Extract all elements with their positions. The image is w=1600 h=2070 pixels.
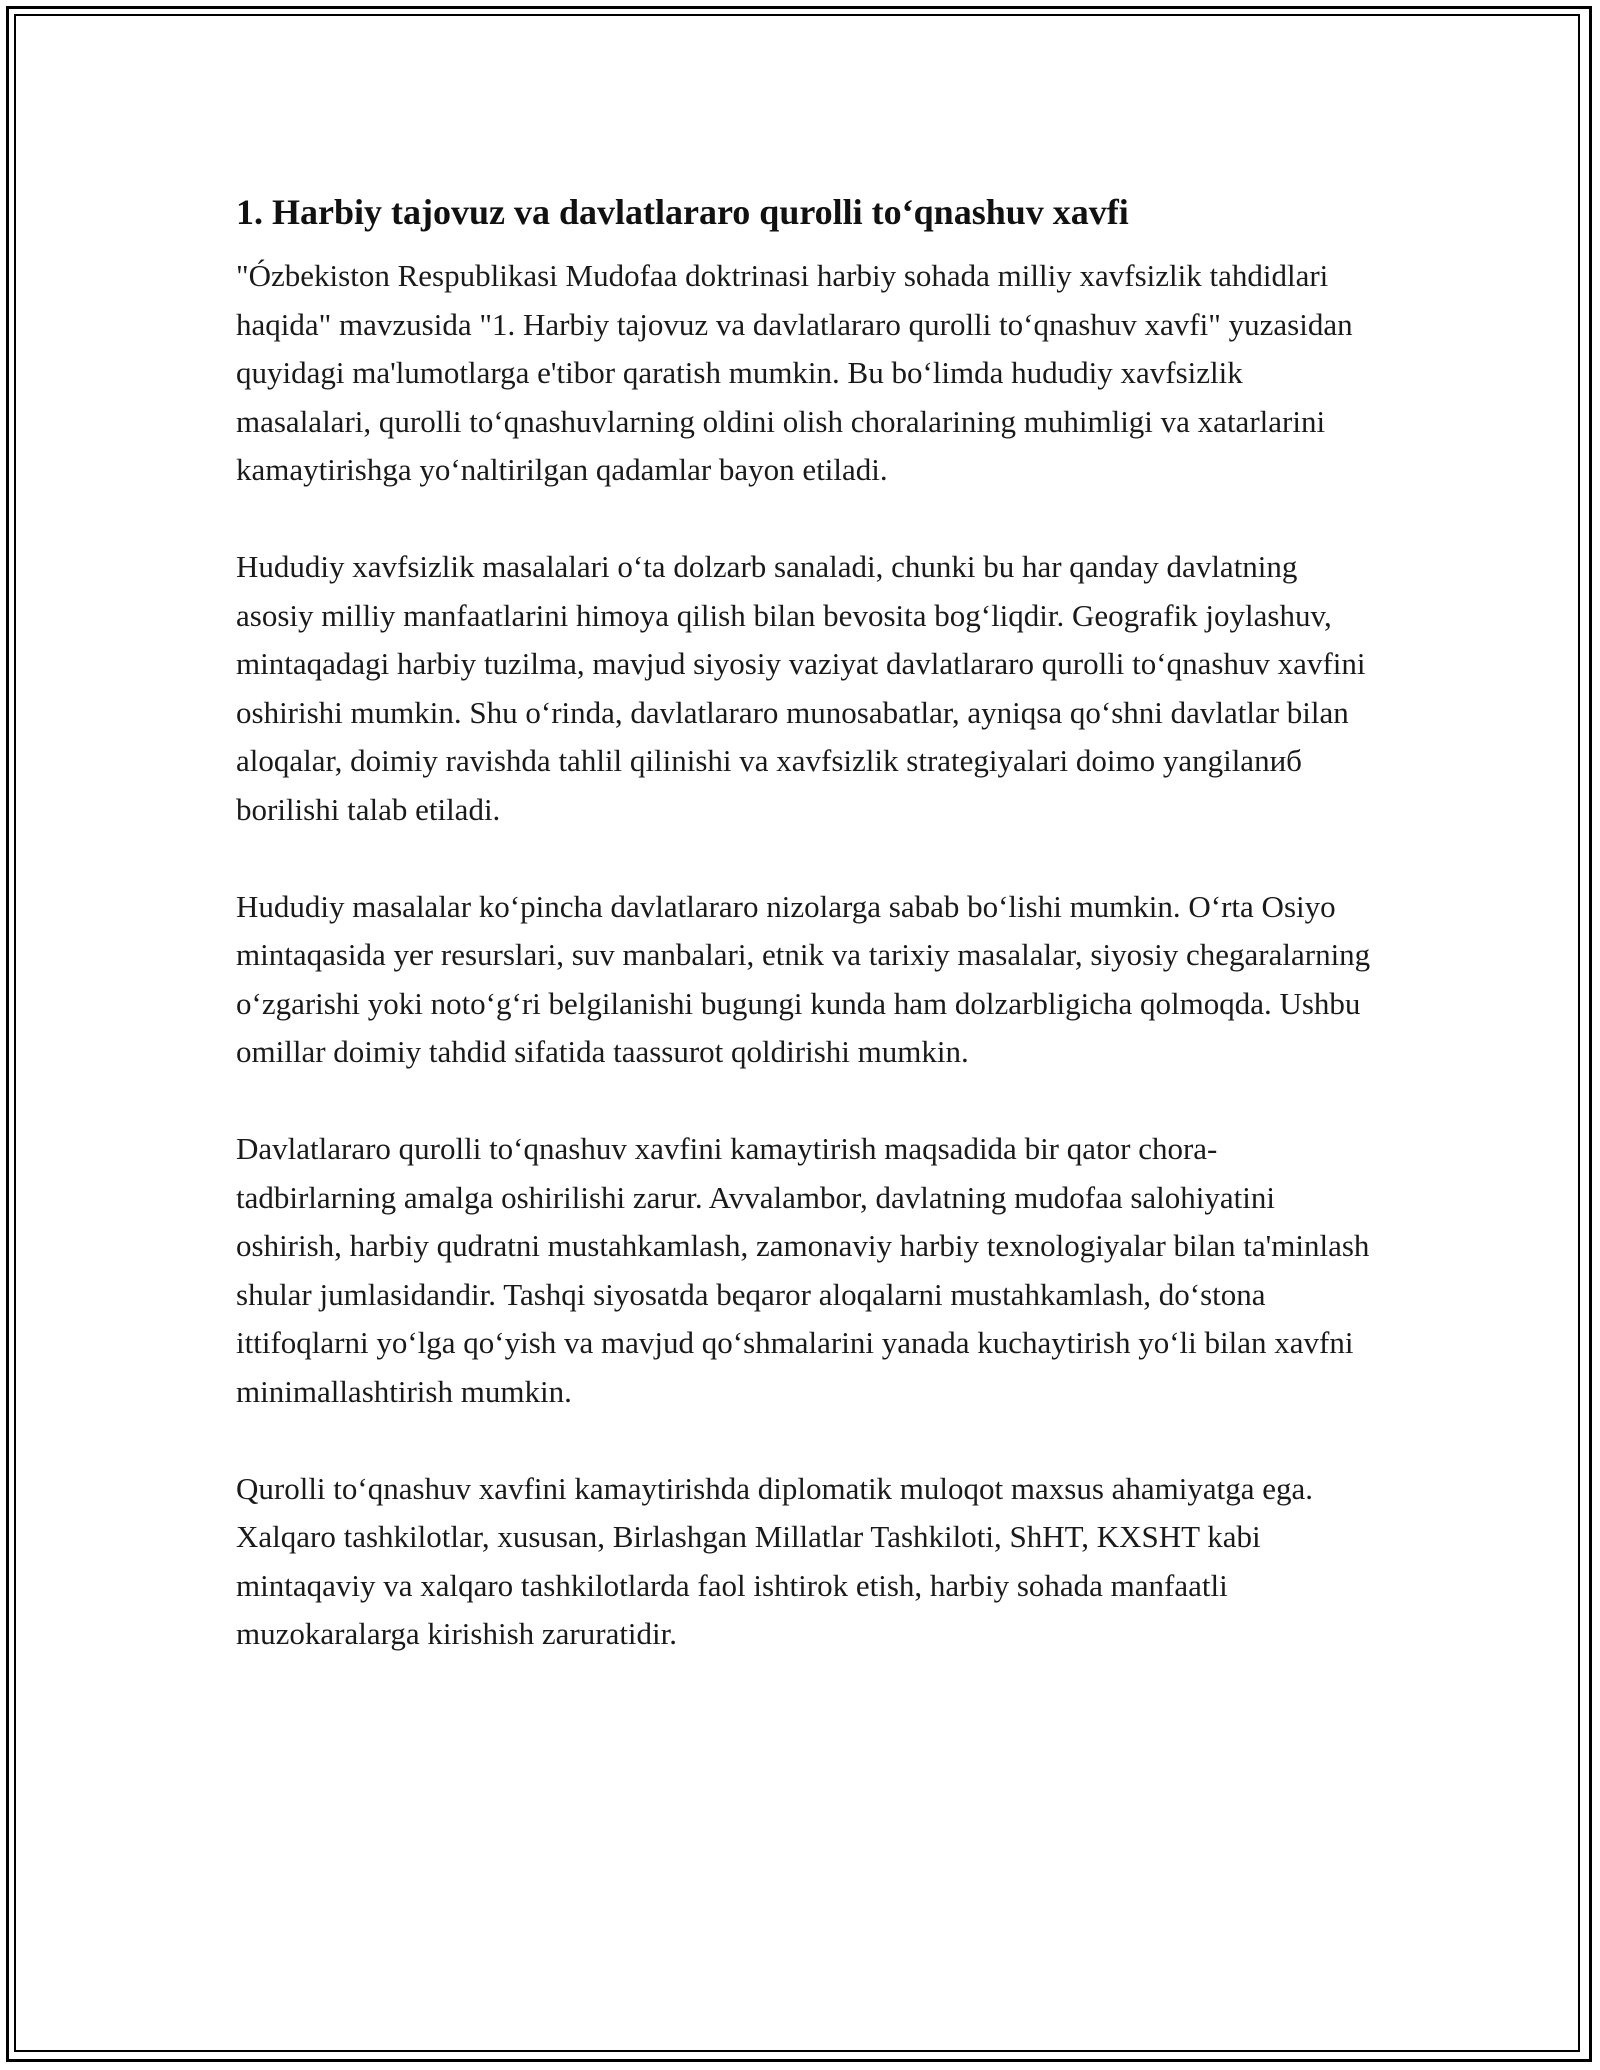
section-heading: 1. Harbiy tajovuz va davlatlararo qurolli to‘qnashuv xavfi (236, 192, 1129, 232)
document-body (236, 188, 1376, 1659)
paragraph-intro: "Ózbekiston Respublikasi Mudofaa doktrinasi harbiy sohada milliy xavfsizlik tahdidlari haqida" mavzusida "1. Harbiy tajovuz va davlatlararo qurolli to‘qnashuv xavfi" yuzasidan quyidagi ma'lumotlarga e'tibor qaratish mumkin. Bu bo‘limda hududiy xavfsizlik masalalari, qurolli to‘qnashuvlarning oldini olish choralarining muhimligi va xatarlarini kamaytirishga yo‘naltirilgan qadamlar bayon etiladi. (236, 258, 1353, 487)
paragraph-diplomacy: Qurolli to‘qnashuv xavfini kamaytirishda diplomatik muloqot maxsus ahamiyatga ega. Xalqaro tashkilotlar, xususan, Birlashgan Millatlar Tashkiloti, ShHT, KXSHT kabi mintaqaviy va xalqaro tashkilotlarda faol ishtirok etish, harbiy sohada manfaatli muzokaralarga kirishish zaruratidir. (236, 1470, 1314, 1651)
paragraph-territorial-security: Hududiy xavfsizlik masalalari o‘ta dolzarb sanaladi, chunki bu har qanday davlatning asosiy milliy manfaatlarini himoya qilish bilan bevosita bog‘liqdir. Geografik joylashuv, mintaqadagi harbiy tuzilma, mavjud siyosiy vaziyat davlatlararo qurolli to‘qnashuv xavfini oshirishi mumkin. Shu o‘rinda, davlatlararo munosabatlar, ayniqsa qo‘shni davlatlar bilan aloqalar, doimiy ravishda tahlil qilinishi va xavfsizlik strategiyalari doimo yangilanиб borilishi talab etiladi. (236, 549, 1366, 827)
paragraph-risk-reduction: Davlatlararo qurolli to‘qnashuv xavfini kamaytirish maqsadida bir qator chora-tadbirlarning amalga oshirilishi zarur. Avvalambor, davlatning mudofaa salohiyatini oshirish, harbiy qudratni mustahkamlash, zamonaviy harbiy texnologiyalar bilan ta'minlash shular jumlasidandir. Tashqi siyosatda beqaror aloqalarni mustahkamlash, do‘stona ittifoqlarni yo‘lga qo‘yish va mavjud qo‘shmalarini yanada kuchaytirish yo‘li bilan xavfni minimallashtirish mumkin. (236, 1131, 1370, 1409)
paragraph-territorial-issues: Hududiy masalalar ko‘pincha davlatlararo nizolarga sabab bo‘lishi mumkin. O‘rta Osiyo mintaqasida yer resurslari, suv manbalari, etnik va tarixiy masalalar, siyosiy chegaralarning o‘zgarishi yoki noto‘g‘ri belgilanishi bugungi kunda ham dolzarbligicha qolmoqda. Ushbu omillar doimiy tahdid sifatida taassurot qoldirishi mumkin. (236, 888, 1371, 1069)
